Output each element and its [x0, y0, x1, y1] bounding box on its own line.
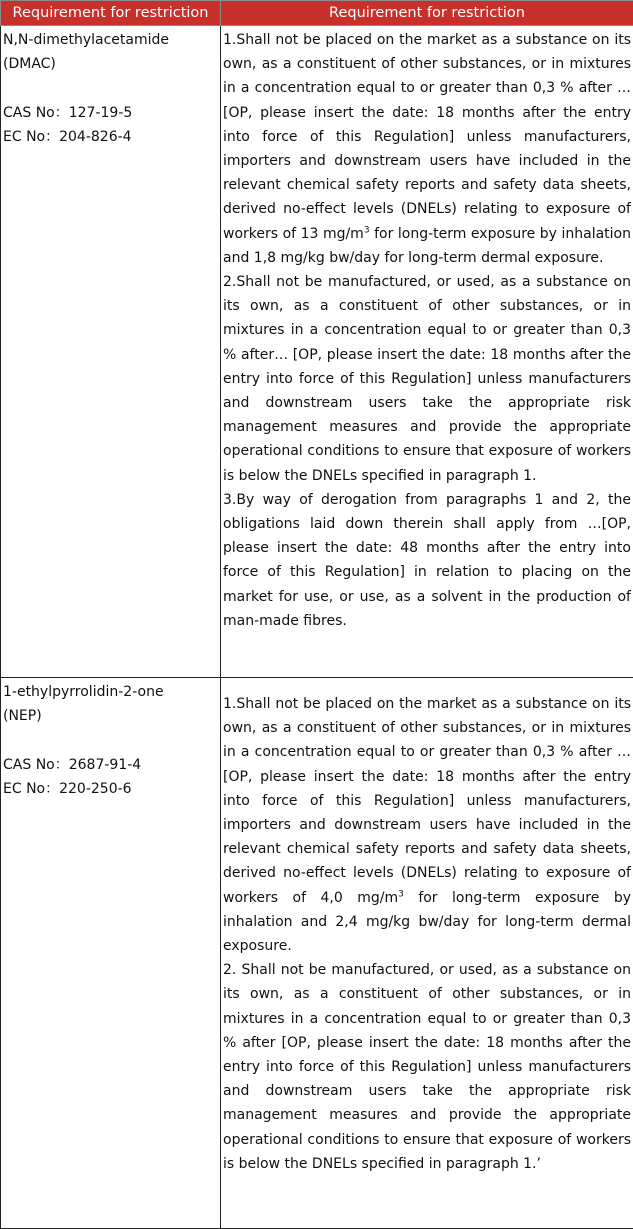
paragraph-2: 2.Shall not be manufactured, or used, as a substance on its own, as a constituent of other substances, or in mixtures in a concentration equal to or greater than 0,3 % after… [OP, please insert the date: 18 months after the entry into force of this Regulation] unless manufacturers and downstream users take the appropriate risk management measures and provide the appropriate operational conditions to ensure that exposure of workers is below the DNELs specified in paragraph 1. — [223, 270, 631, 488]
table-row-dmac — [1, 26, 633, 678]
table-row-nep — [1, 678, 633, 1229]
header-row — [1, 1, 633, 26]
paragraph-1: 1.Shall not be placed on the market as a substance on its own, as a constituent of other substances, or in mixtures in a concentration equal to or greater than 0,3 % after …[OP, please insert the date: 18 months after the entry into force of this Regulation] unless manufacturers, importers and downstream users have included in the relevant chemical safety reports and safety data sheets, derived no-effect levels (DNELs) relating to exposure of workers of 4,0 $mg/m^3$ for long-term exposure by inhalation and 2,4 mg/kg bw/day for long-term dermal exposure. — [223, 692, 631, 958]
ec-number: EC No：220-250-6 — [3, 777, 218, 801]
header-col1: Requirement for restriction — [1, 1, 221, 26]
substance-cell — [1, 678, 221, 1229]
substance-abbrev: (NEP) — [3, 704, 218, 728]
superscript: 3 — [398, 889, 404, 899]
superscript: 3 — [364, 225, 370, 235]
ec-number: EC No：204-826-4 — [3, 125, 218, 149]
paragraph-2: 2. Shall not be manufactured, or used, as a substance on its own, as a constituent of other substances, or in mixtures in a concentration equal to or greater than 0,3 % after [OP, please insert the date: 18 months after the entry into force of this Regulation] unless manufacturers and downstream users take the appropriate risk management measures and provide the appropriate operational conditions to ensure that exposure of workers is below the DNELs specified in paragraph 1.’ — [223, 958, 631, 1176]
substance-name: 1-ethylpyrrolidin-2-one — [3, 680, 218, 704]
paragraph-1: 1.Shall not be placed on the market as a substance on its own, as a constituent of other substances, or in mixtures in a concentration equal to or greater than 0,3 % after …[OP, please insert the date: 18 months after the entry into force of this Regulation] unless manufacturers, importers and downstream users have included in the relevant chemical safety reports and safety data sheets, derived no-effect levels (DNELs) relating to exposure of workers of 13 $mg/m^3$ for long-term exposure by inhalation and 1,8 mg/kg bw/day for long-term dermal exposure. — [223, 28, 631, 270]
substance-abbrev: (DMAC) — [3, 52, 218, 76]
requirement-cell — [221, 678, 633, 1229]
substance-cell — [1, 26, 221, 678]
header-col2: Requirement for restriction — [221, 1, 633, 26]
cas-number: CAS No：127-19-5 — [3, 101, 218, 125]
requirement-cell — [221, 26, 633, 678]
paragraph-3: 3.By way of derogation from paragraphs 1 and 2, the obligations laid down therein shall apply from …[OP, please insert the date: 48 months after the entry into force of this Regulation] in relation to placing on the market for use, or use, as a solvent in the production of man-made fibres. — [223, 488, 631, 633]
cas-number: CAS No：2687-91-4 — [3, 753, 218, 777]
substance-name: N,N-dimethylacetamide — [3, 28, 218, 52]
